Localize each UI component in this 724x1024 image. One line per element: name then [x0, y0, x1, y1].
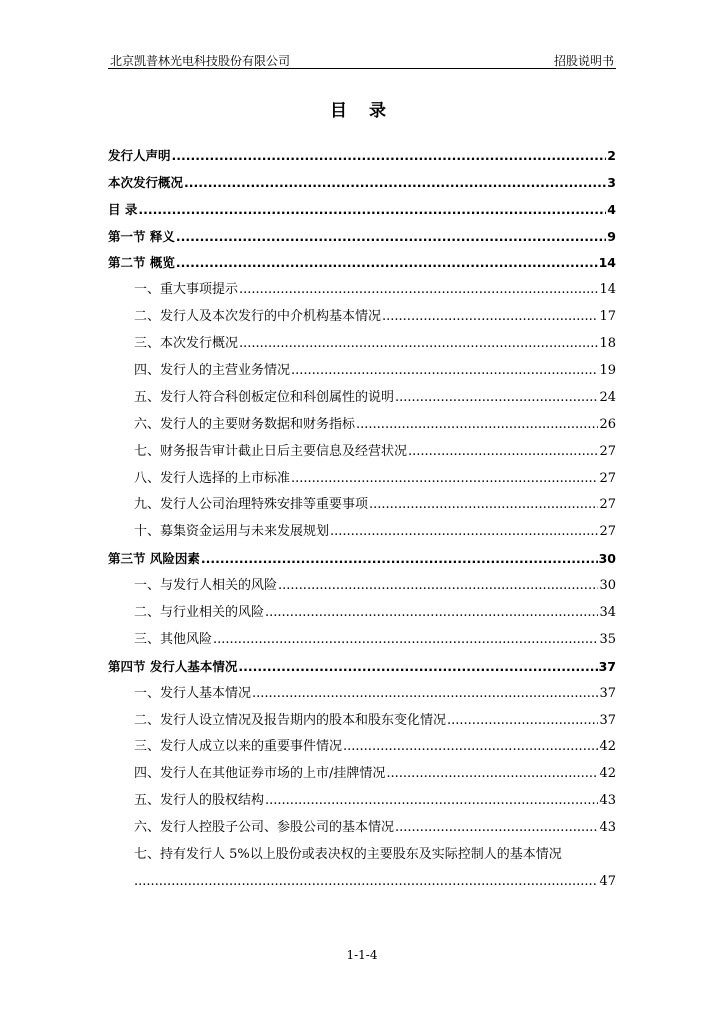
toc-entry[interactable] [108, 540, 616, 567]
toc-entry-label: 三、其他风险 [134, 631, 213, 647]
toc-leader-dots [382, 309, 598, 325]
toc-entry-label: 四、发行人在其他证券市场的上市/挂牌情况 [134, 766, 386, 782]
toc-entry-label: 八、发行人选择的上市标准 [134, 470, 291, 486]
toc-entry[interactable] [108, 137, 616, 164]
toc-entry-page-number: 9 [607, 228, 616, 244]
toc-entry[interactable] [108, 782, 616, 809]
toc-leader-dots [343, 739, 598, 755]
toc-entry[interactable] [108, 836, 616, 863]
page-title: 目 录 [330, 101, 394, 121]
toc-entry[interactable] [108, 352, 616, 379]
toc-entry-page-number: 18 [599, 336, 616, 352]
toc-entry-page-number: 43 [599, 793, 616, 809]
toc-leader-dots [265, 605, 598, 621]
toc-entry[interactable] [108, 755, 616, 782]
toc-entry[interactable] [108, 863, 616, 890]
toc-entry-label: 三、发行人成立以来的重要事件情况 [134, 739, 343, 755]
toc-entry-label: 第一节 释义 [108, 228, 175, 244]
toc-leader-dots [291, 471, 598, 487]
toc-entry[interactable] [108, 191, 616, 218]
toc-entry-page-number: 37 [598, 658, 616, 674]
toc-entry[interactable] [108, 245, 616, 272]
toc-entry[interactable] [108, 460, 616, 487]
toc-entry-page-number: 17 [599, 309, 616, 325]
toc-leader-dots [138, 202, 606, 218]
toc-entry-page-number: 27 [599, 443, 616, 459]
toc-entry-page-number: 37 [599, 712, 616, 728]
toc-entry-page-number: 26 [599, 416, 616, 432]
toc-entry-page-number: 27 [599, 524, 616, 540]
toc-entry-label: 目 录 [108, 201, 138, 217]
page-header [108, 50, 616, 69]
toc-entry-page-number: 14 [598, 255, 616, 271]
toc-leader-dots [265, 793, 598, 809]
toc-entry[interactable] [108, 406, 616, 433]
toc-entry-label: 第四节 发行人基本情况 [108, 658, 238, 674]
toc-leader-dots [252, 686, 598, 702]
toc-entry-page-number: 35 [599, 631, 616, 647]
page-number: 1-1-4 [346, 948, 378, 962]
toc-entry[interactable] [108, 487, 616, 514]
toc-entry-label: 二、发行人设立情况及报告期内的股本和股东变化情况 [134, 712, 447, 728]
toc-leader-dots [395, 390, 598, 406]
toc-entry[interactable] [108, 809, 616, 836]
toc-entry[interactable] [108, 729, 616, 756]
toc-leader-dots [330, 524, 598, 540]
toc-leader-dots [395, 820, 598, 836]
header-document-type: 招股说明书 [553, 54, 614, 68]
toc-leader-dots [238, 659, 597, 675]
toc-entry-page-number: 2 [607, 147, 616, 163]
toc-entry-page-number: 4 [607, 201, 616, 217]
toc-leader-dots [134, 874, 598, 890]
toc-entry[interactable] [108, 218, 616, 245]
toc-entry[interactable] [108, 298, 616, 325]
toc-entry[interactable] [108, 379, 616, 406]
toc-entry-page-number: 42 [599, 766, 616, 782]
toc-entry-label: 六、发行人的主要财务数据和财务指标 [134, 416, 356, 432]
toc-entry-page-number: 42 [599, 739, 616, 755]
toc-entry-page-number: 37 [599, 685, 616, 701]
toc-entry-label: 一、与发行人相关的风险 [134, 578, 278, 594]
toc-entry-page-number: 3 [607, 174, 616, 190]
toc-entry[interactable] [108, 567, 616, 594]
toc-leader-dots [172, 148, 607, 164]
toc-entry[interactable] [108, 513, 616, 540]
toc-entry-page-number: 30 [599, 578, 616, 594]
toc-entry-page-number: 47 [599, 873, 616, 889]
toc-entry[interactable] [108, 594, 616, 621]
toc-leader-dots [239, 282, 598, 298]
toc-entry-label: 十、募集资金运用与未来发展规划 [134, 524, 330, 540]
toc-entry-label: 本次发行概况 [108, 174, 184, 190]
toc-leader-dots [369, 497, 598, 513]
toc-entry[interactable] [108, 164, 616, 191]
toc-entry-page-number: 27 [599, 497, 616, 513]
toc-entry-label: 五、发行人符合科创板定位和科创属性的说明 [134, 389, 395, 405]
table-of-contents [108, 137, 616, 890]
toc-entry-page-number: 24 [599, 389, 616, 405]
toc-entry[interactable] [108, 271, 616, 298]
toc-leader-dots [184, 175, 606, 191]
toc-entry-label: 第三节 风险因素 [108, 551, 200, 567]
toc-leader-dots [239, 336, 598, 352]
toc-leader-dots [386, 766, 598, 782]
toc-leader-dots [176, 229, 606, 245]
toc-entry[interactable] [108, 621, 616, 648]
toc-entry-label: 第二节 概览 [108, 255, 175, 271]
toc-entry[interactable] [108, 675, 616, 702]
toc-entry-label: 七、财务报告审计截止日后主要信息及经营状况 [134, 443, 408, 459]
toc-entry-label: 二、与行业相关的风险 [134, 605, 265, 621]
toc-leader-dots [213, 632, 598, 648]
toc-entry-label: 一、重大事项提示 [134, 282, 239, 298]
toc-entry[interactable] [108, 702, 616, 729]
toc-entry[interactable] [108, 325, 616, 352]
toc-entry-page-number: 14 [599, 282, 616, 298]
toc-entry-label: 九、发行人公司治理特殊安排等重要事项 [134, 497, 369, 513]
toc-entry-label: 五、发行人的股权结构 [134, 793, 265, 809]
toc-entry-page-number: 34 [599, 605, 616, 621]
toc-entry-page-number: 19 [599, 363, 616, 379]
toc-leader-dots [201, 551, 598, 567]
toc-leader-dots [176, 255, 598, 271]
toc-entry-label: 发行人声明 [108, 147, 171, 163]
toc-entry-label: 三、本次发行概况 [134, 336, 239, 352]
toc-entry-label: 七、持有发行人 5%以上股份或表决权的主要股东及实际控制人的基本情况 [134, 847, 562, 863]
toc-entry[interactable] [108, 433, 616, 460]
toc-entry-page-number: 43 [599, 820, 616, 836]
toc-entry-page-number: 27 [599, 470, 616, 486]
toc-leader-dots [408, 444, 598, 460]
toc-entry-label: 二、发行人及本次发行的中介机构基本情况 [134, 309, 382, 325]
toc-leader-dots [447, 713, 598, 729]
toc-entry-page-number: 30 [598, 551, 616, 567]
toc-entry-label: 六、发行人控股子公司、参股公司的基本情况 [134, 820, 395, 836]
toc-entry-label: 四、发行人的主营业务情况 [134, 363, 291, 379]
toc-leader-dots [356, 417, 598, 433]
toc-entry[interactable] [108, 648, 616, 675]
header-company-name: 北京凯普林光电科技股份有限公司 [110, 54, 291, 68]
toc-leader-dots [278, 578, 598, 594]
toc-leader-dots [291, 363, 598, 379]
toc-entry-label: 一、发行人基本情况 [134, 685, 252, 701]
